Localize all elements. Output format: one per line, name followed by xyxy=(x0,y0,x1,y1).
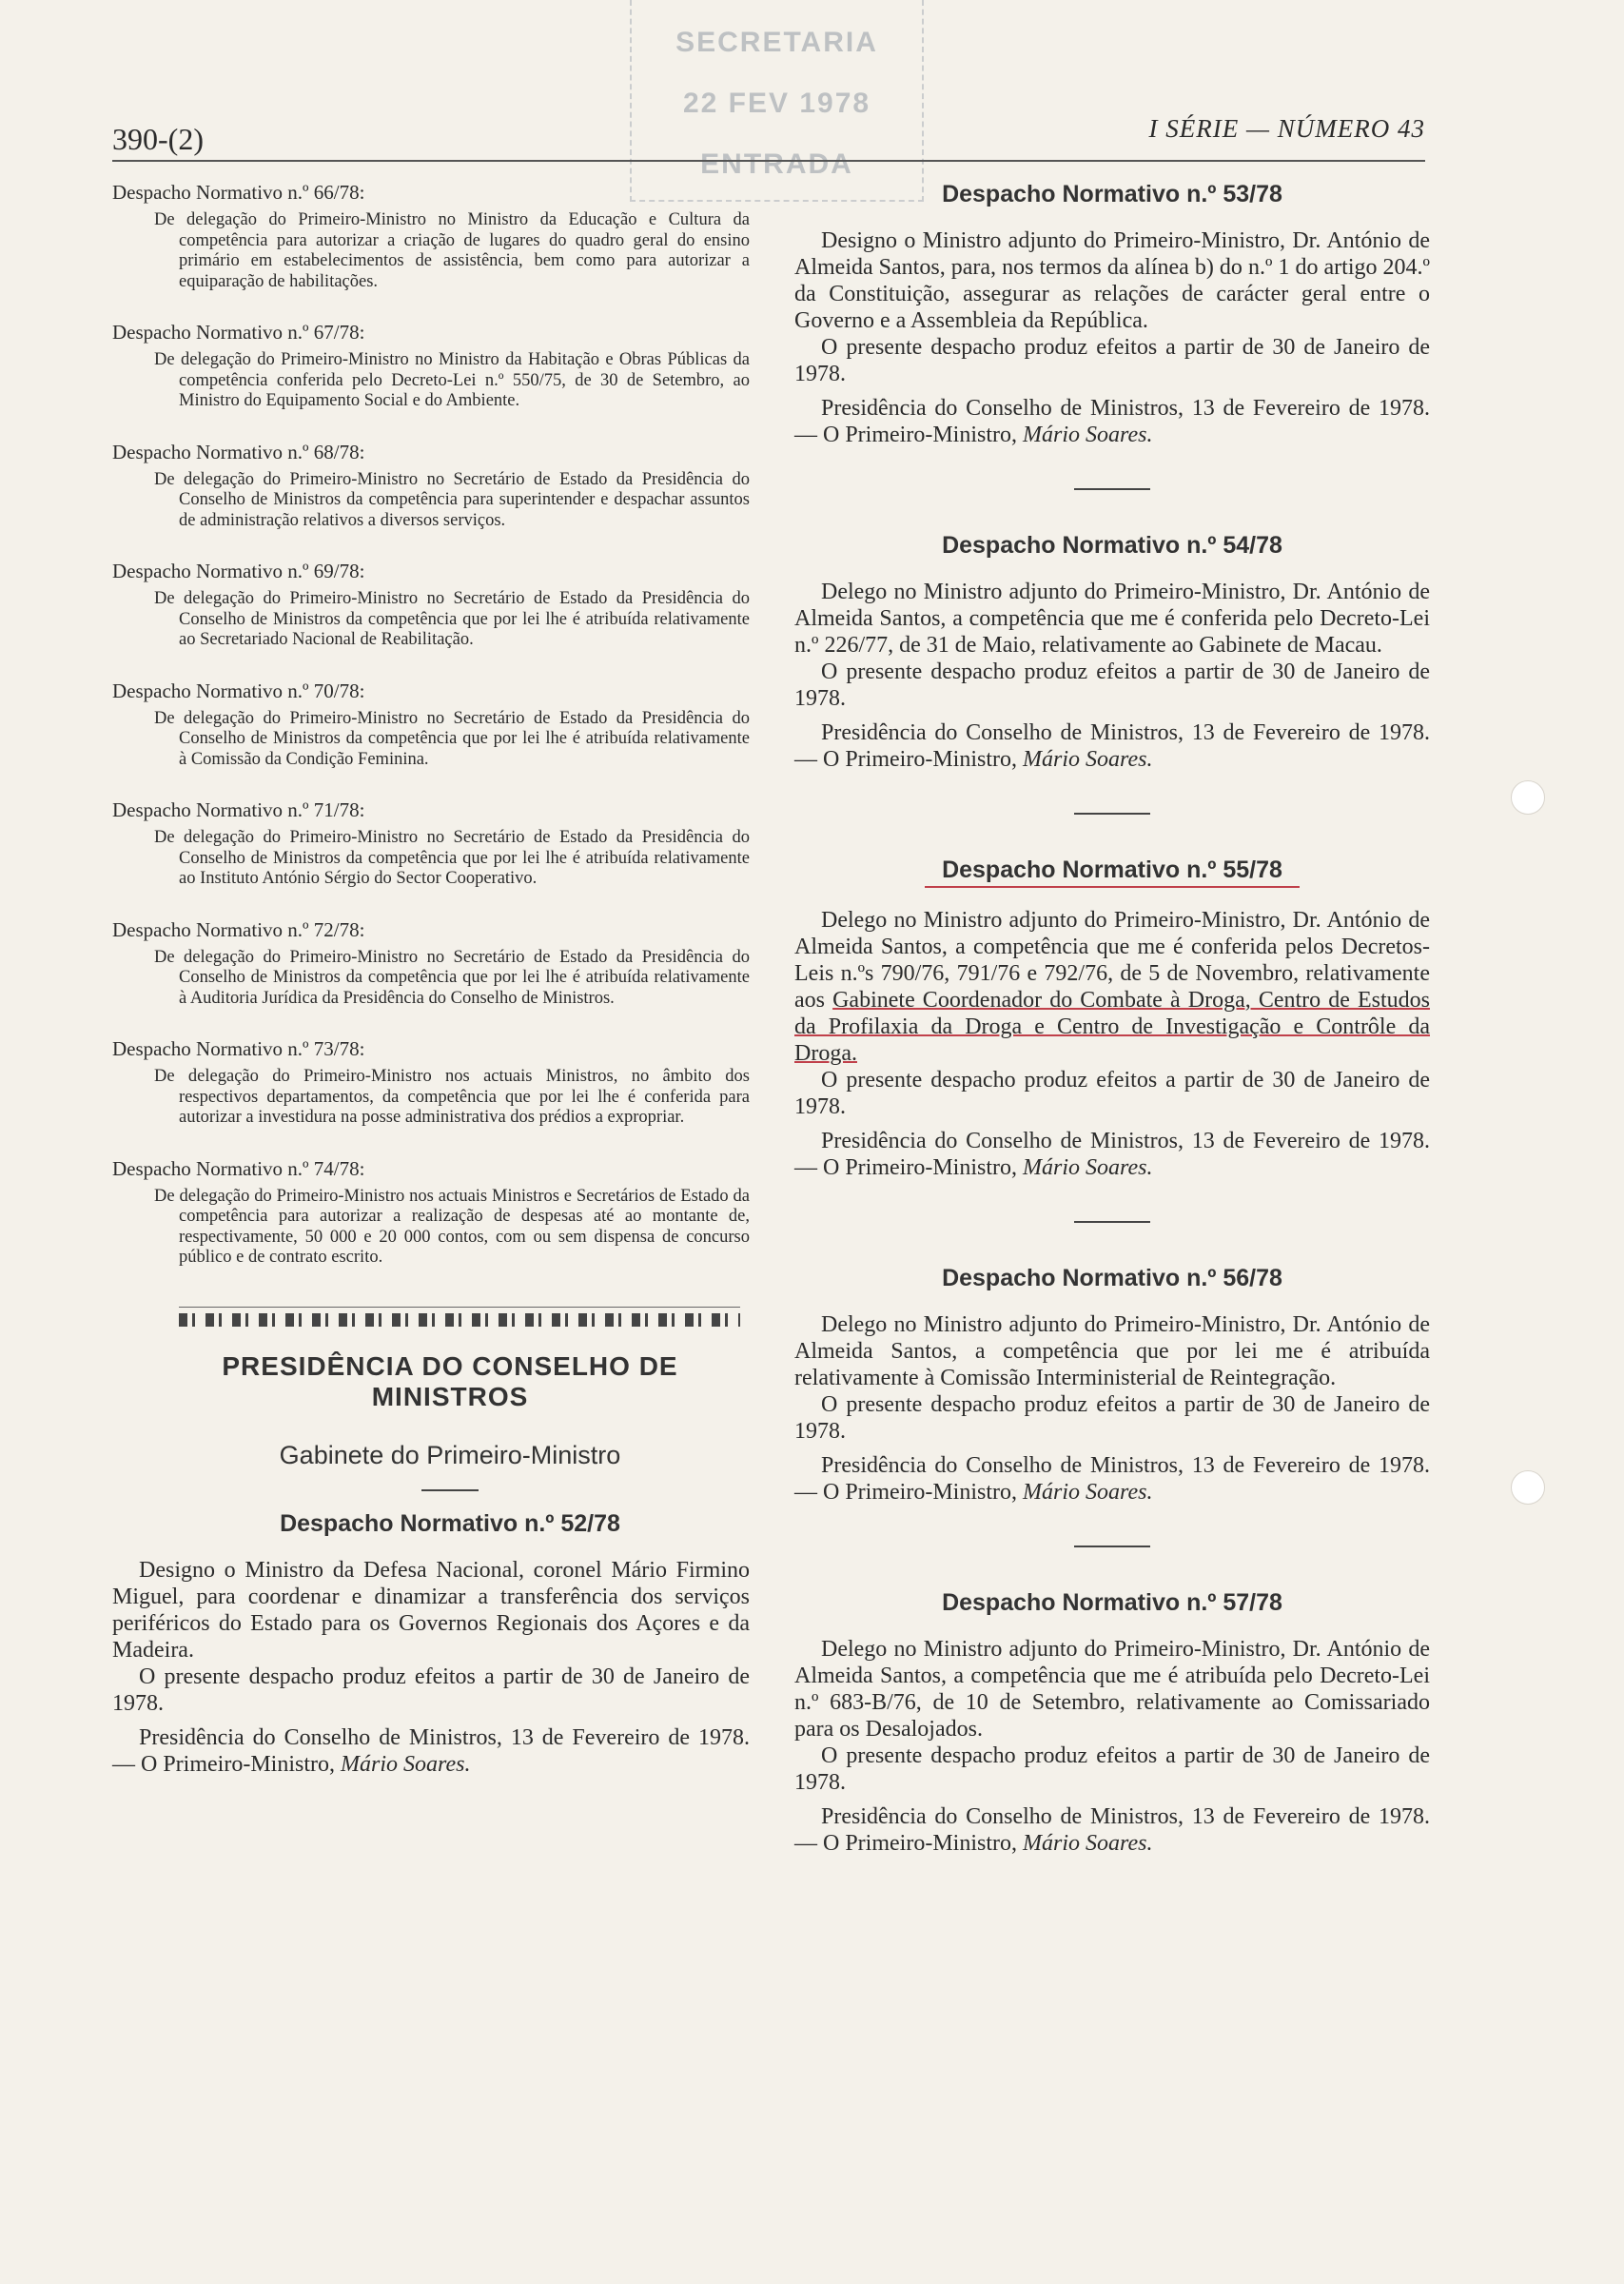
summary-body: De delegação do Primeiro-Ministro no Ministro da Habitação e Obras Públicas da competência conferida pelo Decreto-Lei n.º 550/75, de 30 de Setembro, ao Ministro do Equipamento Social e do Ambiente. xyxy=(154,350,750,410)
despacho-56 xyxy=(794,1265,1430,1506)
closing-text: Presidência do Conselho de Ministros, 13 de Fevereiro de 1978. — O Primeiro-Ministro, xyxy=(112,1724,750,1777)
despacho-title: Despacho Normativo n.º 53/78 xyxy=(942,181,1282,207)
closing-text: Presidência do Conselho de Ministros, 13 de Fevereiro de 1978. — O Primeiro-Ministro, xyxy=(794,1129,1430,1180)
divider xyxy=(1074,813,1150,815)
summary-title: Despacho Normativo n.º 71/78: xyxy=(112,798,365,821)
summary-body: De delegação do Primeiro-Ministro no Ministro da Educação e Cultura da competência para autorizar a criação de lugares do quadro geral do ensino primário em estabelecimentos de assistência, bem como para autorizar a equiparação de habilitações. xyxy=(154,210,750,291)
signature: Mário Soares. xyxy=(1023,1155,1153,1180)
despacho-paragraph: O presente despacho produz efeitos a partir de 30 de Janeiro de 1978. xyxy=(794,1068,1430,1119)
summary-body: De delegação do Primeiro-Ministro no Secretário de Estado da Presidência do Conselho de Ministros da competência que por lei lhe é atribuída relativamente à Auditoria Jurídica da Presidência do Conselho de Ministros. xyxy=(154,947,750,1008)
divider xyxy=(421,1489,479,1491)
despacho-title: Despacho Normativo n.º 56/78 xyxy=(942,1265,1282,1291)
despacho-closing xyxy=(794,719,1430,773)
despacho-closing xyxy=(794,1128,1430,1181)
summary-entry xyxy=(112,1157,750,1269)
despacho-title: Despacho Normativo n.º 52/78 xyxy=(280,1509,620,1537)
right-column xyxy=(794,181,1430,1857)
punch-hole xyxy=(1511,1470,1545,1505)
summary-title: Despacho Normativo n.º 66/78: xyxy=(112,181,365,204)
summary-entry xyxy=(112,441,750,532)
despacho-paragraph: Designo o Ministro adjunto do Primeiro-Ministro, Dr. António de Almeida Santos, para, nos termos da alínea b) do n.º 1 do artigo 204.º da Constituição, assegurar as relações de carácter geral entre o Governo e a Assembleia da República. xyxy=(794,228,1430,333)
summary-body: De delegação do Primeiro-Ministro no Secretário de Estado da Presidência do Conselho de Ministros da competência que por lei lhe é atribuída relativamente ao Instituto António Sérgio do Sector Cooperativo. xyxy=(154,828,750,888)
paragraph-text: Delego no Ministro adjunto do Primeiro-Ministro, Dr. António de Almeida Santos, a competência que me é conferida pelos Decretos-Leis n.ºs 790/76, 791/76 e 792/76, de 5 de Novembro, relativamente aos xyxy=(794,908,1430,1013)
despacho-closing xyxy=(794,1452,1430,1506)
summary-title: Despacho Normativo n.º 72/78: xyxy=(112,917,365,941)
summary-title: Despacho Normativo n.º 67/78: xyxy=(112,321,365,344)
summary-title: Despacho Normativo n.º 73/78: xyxy=(112,1037,365,1060)
despacho-title: Despacho Normativo n.º 55/78 xyxy=(925,856,1300,888)
section-heading: PRESIDÊNCIA DO CONSELHO DE MINISTROS xyxy=(222,1350,678,1411)
summary-body: De delegação do Primeiro-Ministro no Secretário de Estado da Presidência do Conselho de Ministros da competência que por lei lhe é atribuída relativamente à Comissão da Condição Feminina. xyxy=(154,708,750,769)
despacho-paragraph: O presente despacho produz efeitos a partir de 30 de Janeiro de 1978. xyxy=(794,1743,1430,1795)
ornamental-divider xyxy=(179,1313,740,1327)
despacho-closing xyxy=(794,1803,1430,1857)
signature: Mário Soares. xyxy=(1023,423,1153,447)
summary-body: De delegação do Primeiro-Ministro nos actuais Ministros e Secretários de Estado da competência para autorizar a realização de despesas até ao montante de, respectivamente, 50 000 e 20 000 contos, com ou sem dispensa de concurso público e de contrato escrito. xyxy=(154,1186,750,1267)
despacho-paragraph: Delego no Ministro adjunto do Primeiro-Ministro, Dr. António de Almeida Santos, a competência que me é atribuída pelo Decreto-Lei n.º 683-B/76, de 10 de Setembro, relativamente ao Comissariado para os Desalojados. xyxy=(794,1637,1430,1742)
summary-entry xyxy=(112,918,750,1010)
despacho-paragraph: Delego no Ministro adjunto do Primeiro-Ministro, Dr. António de Almeida Santos, a competência que me é conferida pelo Decreto-Lei n.º 226/77, de 31 de Maio, relativamente ao Gabinete de Macau. xyxy=(794,580,1430,658)
closing-text: Presidência do Conselho de Ministros, 13 de Fevereiro de 1978. — O Primeiro-Ministro, xyxy=(794,1804,1430,1856)
page-number: 390-(2) xyxy=(112,122,204,156)
closing-text: Presidência do Conselho de Ministros, 13 de Fevereiro de 1978. — O Primeiro-Ministro, xyxy=(794,396,1430,447)
despacho-paragraph: O presente despacho produz efeitos a partir de 30 de Janeiro de 1978. xyxy=(794,1392,1430,1444)
signature: Mário Soares. xyxy=(1023,747,1153,772)
despacho-paragraph xyxy=(794,907,1430,1067)
summary-entry xyxy=(112,679,750,771)
signature: Mário Soares. xyxy=(341,1751,471,1777)
divider xyxy=(179,1307,740,1308)
left-column xyxy=(112,181,750,1778)
summary-entry xyxy=(112,560,750,651)
despacho-paragraph: Designo o Ministro da Defesa Nacional, coronel Mário Firmino Miguel, para coordenar e dinamizar a transferência dos serviços periféricos do Estado para os Governos Regionais dos Açores e da Madeira. xyxy=(112,1557,750,1663)
summary-body: De delegação do Primeiro-Ministro no Secretário de Estado da Presidência do Conselho de Ministros da competência para superintender e despachar assuntos de administração relativos a diversos serviços. xyxy=(154,469,750,530)
section-subheading: Gabinete do Primeiro-Ministro xyxy=(279,1440,621,1469)
series-label: I SÉRIE — NÚMERO 43 xyxy=(1148,114,1425,143)
summary-title: Despacho Normativo n.º 70/78: xyxy=(112,679,365,702)
summary-entry xyxy=(112,1037,750,1129)
summary-title: Despacho Normativo n.º 68/78: xyxy=(112,440,365,463)
punch-hole xyxy=(1511,780,1545,815)
despacho-paragraph: O presente despacho produz efeitos a partir de 30 de Janeiro de 1978. xyxy=(112,1664,750,1716)
summary-body: De delegação do Primeiro-Ministro nos actuais Ministros, no âmbito dos respectivos departamentos, da competência que por lei lhe é conferida para autorizar a investidura na posse administrativa dos prédios a expropriar. xyxy=(154,1067,750,1127)
entry-stamp xyxy=(630,0,924,202)
despacho-57 xyxy=(794,1589,1430,1857)
despacho-title: Despacho Normativo n.º 57/78 xyxy=(942,1589,1282,1616)
divider xyxy=(1074,1221,1150,1223)
closing-text: Presidência do Conselho de Ministros, 13 de Fevereiro de 1978. — O Primeiro-Ministro, xyxy=(794,720,1430,772)
signature: Mário Soares. xyxy=(1023,1480,1153,1505)
signature: Mário Soares. xyxy=(1023,1831,1153,1856)
despacho-title: Despacho Normativo n.º 54/78 xyxy=(942,532,1282,559)
stamp-line-2: 22 FEV 1978 xyxy=(682,88,871,119)
despacho-paragraph: O presente despacho produz efeitos a partir de 30 de Janeiro de 1978. xyxy=(794,660,1430,711)
despacho-title-wrap xyxy=(794,856,1430,888)
despacho-52 xyxy=(112,1510,750,1778)
summary-title: Despacho Normativo n.º 74/78: xyxy=(112,1156,365,1180)
page-header xyxy=(112,107,1425,162)
despacho-53 xyxy=(794,181,1430,448)
divider xyxy=(1074,488,1150,490)
underlined-text: Gabinete Coordenador do Combate à Droga, Centro de Estudos da Profilaxia da Droga e Centro de Investigação e Contrôle da Droga. xyxy=(794,988,1430,1066)
despacho-55 xyxy=(794,856,1430,1181)
despacho-paragraph: Delego no Ministro adjunto do Primeiro-Ministro, Dr. António de Almeida Santos, a competência que por lei me é atribuída relativamente à Comissão Interministerial de Reintegração. xyxy=(794,1312,1430,1390)
despacho-paragraph: O presente despacho produz efeitos a partir de 30 de Janeiro de 1978. xyxy=(794,335,1430,386)
despacho-closing xyxy=(794,395,1430,448)
despacho-closing xyxy=(112,1724,750,1778)
summary-title: Despacho Normativo n.º 69/78: xyxy=(112,560,365,582)
summary-entry xyxy=(112,321,750,412)
closing-text: Presidência do Conselho de Ministros, 13 de Fevereiro de 1978. — O Primeiro-Ministro, xyxy=(794,1453,1430,1505)
stamp-line-1: SECRETARIA xyxy=(675,27,878,58)
stamp-line-3: ENTRADA xyxy=(700,148,853,180)
summary-entry xyxy=(112,181,750,292)
divider xyxy=(1074,1546,1150,1547)
summary-entry xyxy=(112,798,750,890)
despacho-54 xyxy=(794,532,1430,773)
summary-body: De delegação do Primeiro-Ministro no Secretário de Estado da Presidência do Conselho de Ministros da competência que por lei lhe é atribuída relativamente ao Secretariado Nacional de Reabilitação. xyxy=(154,589,750,649)
